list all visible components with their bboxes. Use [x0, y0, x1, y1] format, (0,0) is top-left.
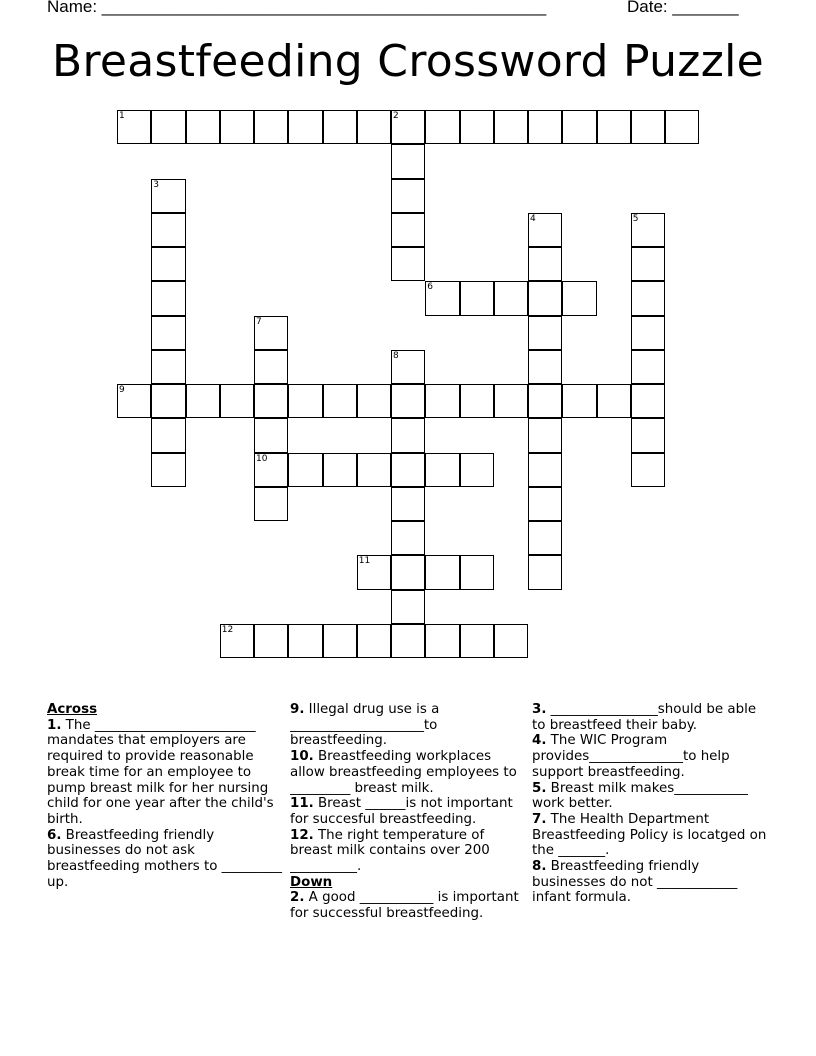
grid-cell[interactable] [254, 350, 288, 384]
grid-cell[interactable] [494, 281, 528, 315]
cell-number-11: 11 [358, 556, 371, 567]
grid-cell[interactable] [460, 281, 494, 315]
across-heading: Across [47, 702, 98, 717]
grid-cell[interactable] [391, 247, 425, 281]
clue-text: The right temperature of breast milk contains over 200 __________. [290, 827, 490, 875]
clue-column-1 [47, 702, 283, 890]
grid-cell[interactable] [631, 384, 665, 418]
grid-cell[interactable] [151, 453, 185, 487]
grid-cell[interactable] [254, 110, 288, 144]
grid-cell[interactable] [391, 418, 425, 452]
clue-text: The Health Department Breastfeeding Policy is locatged on the _______. [532, 811, 767, 859]
down-heading: Down [290, 874, 333, 890]
clue-number: 9. [290, 702, 305, 717]
grid-cell[interactable] [323, 110, 357, 144]
grid-cell[interactable] [528, 110, 562, 144]
grid-cell[interactable] [288, 453, 322, 487]
clue-number: 7. [532, 811, 547, 827]
grid-cell[interactable] [528, 418, 562, 452]
clue-number: 6. [47, 827, 62, 843]
grid-cell[interactable] [391, 521, 425, 555]
grid-cell[interactable] [220, 384, 254, 418]
clue-number: 11. [290, 796, 314, 812]
cell-number-3: 3 [153, 179, 159, 190]
cell-number-4: 4 [530, 213, 536, 224]
grid-cell[interactable] [528, 350, 562, 384]
grid-cell[interactable] [151, 247, 185, 281]
clue-3 [532, 702, 768, 733]
grid-cell[interactable] [254, 384, 288, 418]
grid-cell[interactable] [528, 521, 562, 555]
cell-number-1: 1 [119, 111, 125, 121]
grid-cell[interactable] [391, 590, 425, 624]
grid-cell[interactable] [460, 555, 494, 589]
clue-6 [47, 828, 283, 891]
grid-cell[interactable] [391, 453, 425, 487]
clue-7 [532, 812, 768, 859]
clue-number: 2. [290, 890, 305, 906]
clue-number: 8. [532, 859, 547, 875]
grid-cell[interactable] [528, 453, 562, 487]
grid-cell[interactable] [425, 555, 459, 589]
clue-text: Illegal drug use is a ____________________to breastfeeding. [290, 702, 440, 749]
cell-number-8: 8 [393, 350, 399, 361]
clue-text: ________________should be able to breastfeed their baby. [532, 702, 757, 733]
grid-cell[interactable] [631, 281, 665, 315]
grid-cell[interactable] [151, 213, 185, 247]
clue-text: The WIC Program provides______________to help support breastfeeding. [532, 733, 730, 780]
grid-cell[interactable] [631, 418, 665, 452]
cell-number-12: 12 [221, 624, 234, 635]
grid-cell[interactable] [631, 247, 665, 281]
grid-cell[interactable] [528, 555, 562, 589]
cell-number-2: 2 [393, 111, 399, 121]
grid-cell[interactable] [631, 453, 665, 487]
grid-cell[interactable] [562, 110, 596, 144]
grid-cell[interactable] [597, 384, 631, 418]
grid-cell[interactable] [562, 384, 596, 418]
grid-cell[interactable] [528, 281, 562, 315]
page-title: Breastfeeding Crossword Puzzle [52, 36, 764, 87]
clue-number: 3. [532, 702, 547, 717]
grid-cell[interactable] [151, 281, 185, 315]
grid-cell[interactable] [288, 624, 322, 658]
grid-cell[interactable] [151, 418, 185, 452]
grid-cell[interactable] [323, 384, 357, 418]
grid-cell[interactable] [528, 487, 562, 521]
grid-cell[interactable] [494, 384, 528, 418]
clue-number: 5. [532, 780, 547, 796]
clue-text: Breast milk makes___________ work better. [532, 780, 748, 812]
grid-cell[interactable] [254, 487, 288, 521]
grid-cell[interactable] [151, 384, 185, 418]
grid-cell[interactable] [186, 110, 220, 144]
grid-cell[interactable] [186, 384, 220, 418]
grid-cell[interactable] [562, 281, 596, 315]
clue-5 [532, 781, 768, 812]
clue-11 [290, 796, 522, 827]
grid-cell[interactable] [357, 624, 391, 658]
grid-cell[interactable] [151, 110, 185, 144]
grid-cell[interactable] [425, 453, 459, 487]
grid-cell[interactable] [391, 384, 425, 418]
grid-cell[interactable] [631, 350, 665, 384]
grid-cell[interactable] [357, 453, 391, 487]
grid-cell[interactable] [391, 555, 425, 589]
clue-2 [290, 890, 522, 921]
clue-column-2 [290, 702, 522, 956]
clue-9 [290, 702, 522, 749]
cell-number-9: 9 [119, 385, 125, 395]
grid-cell[interactable] [460, 384, 494, 418]
grid-cell[interactable] [288, 110, 322, 144]
clue-number: 1. [47, 717, 62, 733]
grid-cell[interactable] [460, 624, 494, 658]
cell-number-5: 5 [632, 213, 639, 224]
grid-cell[interactable] [254, 418, 288, 452]
clue-text: Breastfeeding friendly businesses do not ask breastfeeding mothers to _________ up. [47, 827, 282, 890]
grid-cell[interactable] [391, 213, 425, 247]
grid-cell[interactable] [631, 316, 665, 350]
grid-cell[interactable] [323, 453, 357, 487]
grid-cell[interactable] [357, 110, 391, 144]
cell-number-6: 6 [427, 282, 433, 293]
grid-cell[interactable] [460, 453, 494, 487]
grid-cell[interactable] [391, 144, 425, 178]
grid-cell[interactable] [665, 110, 699, 144]
grid-cell[interactable] [494, 624, 528, 658]
clue-4 [532, 733, 768, 780]
grid-cell[interactable] [460, 110, 494, 144]
grid-cell[interactable] [357, 384, 391, 418]
grid-cell[interactable] [391, 179, 425, 213]
clue-8 [532, 859, 768, 906]
grid-cell[interactable] [528, 316, 562, 350]
date-field-label: Date: _______ [627, 0, 739, 16]
clue-1 [47, 718, 283, 828]
grid-cell[interactable] [425, 624, 459, 658]
clue-text: Breast ______is not important for succesful breastfeeding. [290, 796, 513, 827]
clue-number: 12. [290, 827, 314, 843]
grid-cell[interactable] [151, 350, 185, 384]
clue-number: 10. [290, 749, 314, 765]
grid-cell[interactable] [220, 110, 254, 144]
grid-cell[interactable] [254, 624, 288, 658]
clue-12 [290, 828, 522, 875]
clue-column-3 [532, 702, 768, 906]
clue-text: The ________________________ mandates that employers are required to provide reasonable break time for an employee to pump breast milk for her nursing child for one year after the child's birth. [47, 717, 274, 827]
cell-number-7: 7 [256, 316, 262, 327]
grid-cell[interactable] [528, 384, 562, 418]
grid-cell[interactable] [425, 110, 459, 144]
grid-cell[interactable] [597, 110, 631, 144]
grid-cell[interactable] [528, 247, 562, 281]
grid-cell[interactable] [391, 487, 425, 521]
grid-cell[interactable] [151, 316, 185, 350]
clue-text: A good ___________ is important for successful breastfeeding. [290, 890, 519, 922]
clue-text: Breastfeeding friendly businesses do not ____________ infant formula. [532, 859, 738, 906]
grid-cell[interactable] [288, 384, 322, 418]
cell-number-10: 10 [256, 453, 268, 464]
clue-text: Breastfeeding workplaces allow breastfeeding employees to _________ breast milk. [290, 749, 517, 796]
grid-cell[interactable] [391, 624, 425, 658]
grid-cell[interactable] [494, 110, 528, 144]
clue-10 [290, 749, 522, 796]
clue-number: 4. [532, 733, 547, 749]
grid-cell[interactable] [631, 110, 665, 144]
grid-cell[interactable] [323, 624, 357, 658]
name-field-label: Name: _______________________________________________ [47, 0, 547, 16]
grid-cell[interactable] [425, 384, 459, 418]
